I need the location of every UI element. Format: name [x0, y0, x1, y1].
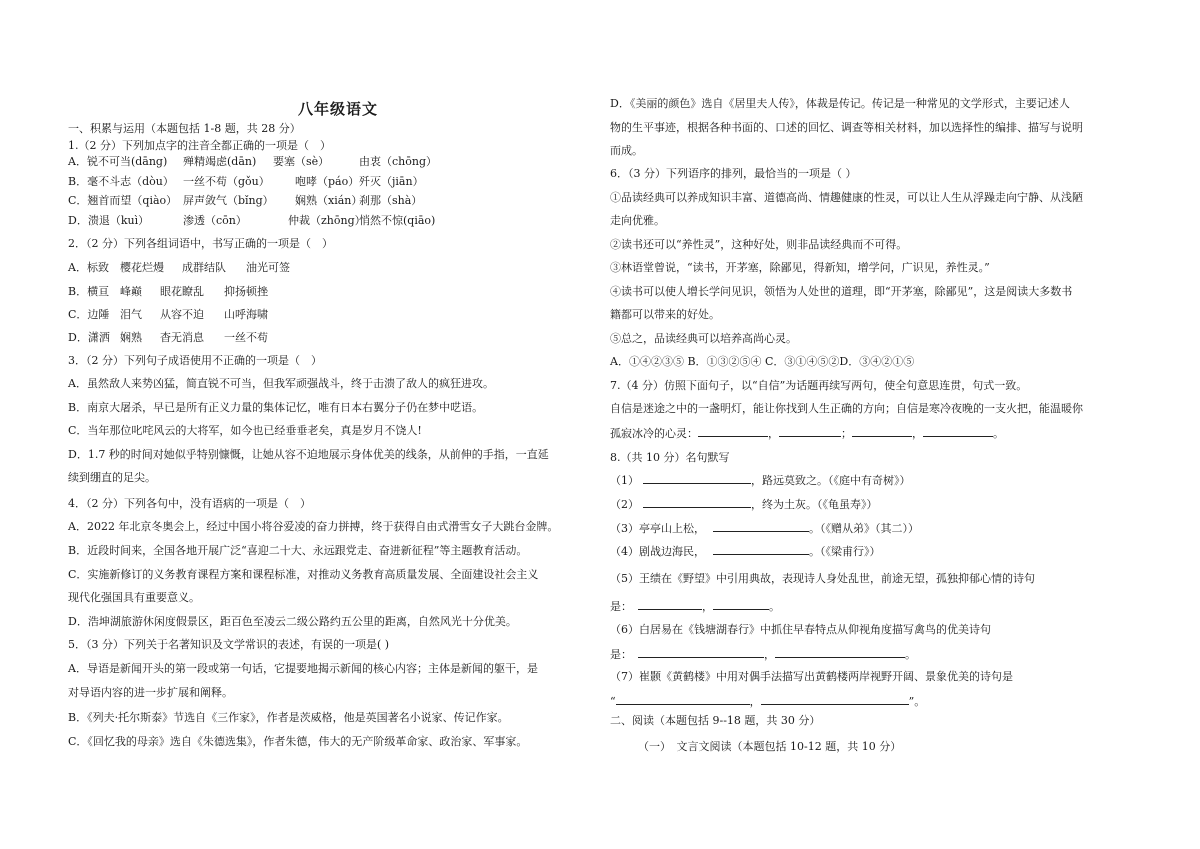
- question-3-option-d-cont: 续到绷直的足尖。: [68, 471, 156, 484]
- question-6-sentence-4-cont: 籍都可以带来的好处。: [610, 308, 720, 321]
- answer-blank[interactable]: [638, 646, 764, 658]
- option-part: A．标致: [68, 261, 109, 274]
- option-part: 由衷（chōng）: [359, 155, 437, 168]
- question-1-option-d: [68, 213, 435, 229]
- option-part: B．横亘: [68, 285, 110, 298]
- option-part: 屏声敛气（bǐng）: [183, 194, 274, 207]
- section-heading: 二、阅读（本题包括 9--18 题，共 30 分）: [610, 714, 821, 727]
- question-6-sentence-1-cont: 走向优雅。: [610, 214, 665, 227]
- section-heading: 一、积累与运用（本题包括 1-8 题，共 28 分）: [68, 122, 301, 135]
- answer-blank[interactable]: [713, 543, 809, 555]
- question-8-item-5: （5）王绩在《野望》中引用典故，表现诗人身处乱世，前途无望，孤独抑郁心情的诗句: [610, 572, 1035, 585]
- option-part: 一丝不苟: [224, 331, 268, 344]
- option-part: 刹那（shà）: [359, 194, 423, 207]
- option-part: D．溃退（kuì）: [68, 214, 150, 227]
- question-2-option-d: [68, 330, 268, 346]
- answer-blank[interactable]: [643, 496, 751, 508]
- answer-blank[interactable]: [616, 693, 750, 705]
- item-source: ，路远莫致之。（《庭中有奇树》）: [751, 474, 911, 487]
- item-label: （2）: [610, 498, 639, 511]
- question-2-option-c: [68, 307, 268, 323]
- question-3-option-c: C．当年那位叱咤风云的大将军，如今也已经垂垂老矣，真是岁月不饶人!: [68, 424, 422, 437]
- question-6-sentence-2: ②读书还可以“养性灵”，这种好处，则非品读经典而不可得。: [610, 238, 908, 251]
- option-part: 咆哮（páo）: [295, 175, 360, 188]
- answer-blank[interactable]: [761, 693, 909, 705]
- item-label: （3）亭亭山上松，: [610, 522, 705, 535]
- option-part: D．潇洒: [68, 331, 110, 344]
- answer-prefix: 是：: [610, 648, 632, 661]
- question-3-option-b: B．南京大屠杀，早已是所有正义力量的集体记忆，唯有日本右翼分子仍在梦中呓语。: [68, 401, 484, 414]
- question-7-stem: 7.（4 分）仿照下面句子，以“自信”为话题再续写两句，使全句意思连贯，句式一致。: [610, 379, 1028, 392]
- option-part: 樱花烂熳: [120, 261, 164, 274]
- question-5-option-d-cont: 物的生平事迹，根据各种书面的、口述的回忆、调查等相关材料，加以选择性的编排、描写与说明: [610, 121, 1083, 134]
- question-3-stem: 3．（2 分）下列句子成语使用不正确的一项是（ ）: [68, 354, 322, 367]
- question-1-stem: 1.（2 分）下列加点字的注音全都正确的一项是（ ）: [68, 139, 331, 152]
- question-4-option-d: D．浩坤湖旅游休闲度假景区，距百色至凌云二级公路约五公里的距离，自然风光十分优美。: [68, 615, 517, 628]
- item-label: （4）剧战边海民，: [610, 545, 705, 558]
- answer-blank[interactable]: [852, 425, 912, 437]
- question-5-option-a-cont: 对导语内容的进一步扩展和阐释。: [68, 686, 233, 699]
- page-title: 八年级语文: [298, 100, 379, 118]
- option-part: 娴熟: [120, 331, 142, 344]
- option-part: 要塞（sè）: [273, 155, 330, 168]
- answer-blank[interactable]: [643, 472, 751, 484]
- question-6-sentence-5: ⑤总之，品读经典可以培养高尚心灵。: [610, 332, 797, 345]
- option-part: C．翘首而望（qiào）: [68, 194, 178, 207]
- question-6-stem: 6．（3 分）下列语序的排列，最恰当的一项是（ ）: [610, 167, 857, 180]
- option-part: 渗透（cōn）: [183, 214, 247, 227]
- question-6-sentence-1: ①品读经典可以养成知识丰富、道德高尚、情趣健康的性灵，可以让人生从浮躁走向宁静、从浅陋: [610, 191, 1083, 204]
- question-5-option-d-cont: 而成。: [610, 144, 643, 157]
- question-6-options: A．①④②③⑤ B．①③②⑤④ C．③①④⑤②D．③④②①⑤: [610, 355, 915, 368]
- answer-blank[interactable]: [779, 425, 841, 437]
- question-3-option-d: D．1.7 秒的时间对她似乎特别慷慨，让她从容不迫地展示身体优美的线条，从前伸的手指，一直延: [68, 448, 549, 461]
- option-part: 峰巅: [120, 285, 142, 298]
- option-part: 仲裁（zhōng）: [288, 214, 366, 227]
- answer-blank[interactable]: [923, 425, 993, 437]
- option-part: 娴熟（xián）: [295, 194, 363, 207]
- answer-blank[interactable]: [638, 598, 702, 610]
- question-6-sentence-3: ③林语堂曾说，“读书，开茅塞，除鄙见，得新知，增学问，广识见，养性灵。”: [610, 261, 990, 274]
- question-5-option-d: D．《美丽的颜色》选自《居里夫人传》，体裁是传记。传记是一种常见的文学形式，主要记述人: [610, 97, 1070, 110]
- answer-prefix: 孤寂冰冷的心灵：: [610, 427, 698, 440]
- option-part: 成群结队: [182, 261, 226, 274]
- question-8-item-7: （7）崔颢《黄鹤楼》中用对偶手法描写出黄鹤楼两岸视野开阔、景象优美的诗句是: [610, 670, 1013, 683]
- item-source: ，终为土灰。（《龟虽寿》）: [751, 498, 878, 511]
- answer-prefix: 是：: [610, 600, 632, 613]
- question-8-item-4: [610, 543, 881, 560]
- option-part: B．毫不斗志（dòu）: [68, 175, 174, 188]
- question-8-item-5-answer: 是： ， 。: [610, 600, 780, 613]
- answer-blank[interactable]: [775, 646, 905, 658]
- item-label: （1）: [610, 474, 639, 487]
- answer-blank[interactable]: [713, 598, 769, 610]
- option-part: 眼花瞭乱: [160, 285, 204, 298]
- question-5-option-b: B．《列夫·托尔斯泰》节选自《三作家》，作者是茨威格，他是英国著名小说家、传记作家。: [68, 711, 509, 724]
- question-4-option-b: B．近段时间来，全国各地开展广泛“喜迎二十大、永远跟党走、奋进新征程”等主题教育活动。: [68, 544, 528, 557]
- question-8-item-1: [610, 472, 911, 489]
- question-8-item-6-answer: 是： ， 。: [610, 648, 916, 661]
- question-5-option-a: A．导语是新闻开头的第一段或第一句话，它提要地揭示新闻的核心内容；主体是新闻的躯干，是: [68, 662, 538, 675]
- option-part: 殚精竭虑(dān): [183, 155, 257, 168]
- option-part: 悄然不惊(qiāo): [359, 214, 436, 227]
- subsection-heading: （一） 文言文阅读（本题包括 10-12 题，共 10 分）: [638, 740, 902, 753]
- question-6-sentence-4: ④读书可以使人增长学问见识，领悟为人处世的道理，即“开茅塞，除鄙见”，这是阅读大多数书: [610, 285, 1073, 298]
- option-part: 杳无消息: [160, 331, 204, 344]
- question-1-option-a: [68, 154, 437, 170]
- question-5-stem: 5．（3 分）下列关于名著知识及文学常识的表述，有误的一项是( ): [68, 638, 390, 651]
- question-8-item-2: [610, 496, 878, 513]
- item-source: 。（《赠从弟》（其二））: [809, 522, 919, 535]
- question-8-item-3: [610, 520, 919, 537]
- question-1-option-c: [68, 193, 422, 209]
- option-part: 歼灭（jiān）: [359, 175, 424, 188]
- option-part: 从容不迫: [160, 308, 204, 321]
- answer-blank[interactable]: [698, 425, 768, 437]
- question-4-option-a: A．2022 年北京冬奥会上，经过中国小将谷爱凌的奋力拼搏，终于获得自由式滑雪女子大跳台金牌。: [68, 520, 559, 533]
- question-1-option-b: [68, 174, 424, 190]
- question-4-option-c-cont: 现代化强国具有重要意义。: [68, 591, 200, 604]
- option-part: 油光可签: [246, 261, 290, 274]
- question-2-stem: 2．（2 分）下列各组词语中，书写正确的一项是（ ）: [68, 237, 333, 250]
- question-7-example: 自信是迷途之中的一盏明灯，能让你找到人生正确的方向；自信是寒冷夜晚的一支火把，能温暖你: [610, 402, 1083, 415]
- question-5-option-c: C．《回忆我的母亲》选自《朱德选集》，作者朱德，伟大的无产阶级革命家、政治家、军事家。: [68, 735, 528, 748]
- question-4-stem: 4．（2 分）下列各句中，没有语病的一项是（ ）: [68, 497, 311, 510]
- option-part: 抑扬顿挫: [224, 285, 268, 298]
- answer-blank[interactable]: [713, 520, 809, 532]
- question-8-item-6: （6）白居易在《钱塘湖春行》中抓住早春特点从仰视角度描写禽鸟的优美诗句: [610, 623, 991, 636]
- item-source: 。（《梁甫行》）: [809, 545, 881, 558]
- question-2-option-b: [68, 284, 268, 300]
- question-4-option-c: C．实施新修订的义务教育课程方案和课程标准，对推动义务教育高质量发展、全面建设社会主义: [68, 568, 539, 581]
- question-2-option-a: [68, 260, 290, 276]
- option-part: 山呼海啸: [224, 308, 268, 321]
- question-8-item-7-answer: “ ， ”。: [610, 695, 926, 708]
- question-3-option-a: A．虽然敌人来势凶猛，简直锐不可当，但我军顽强战斗，终于击溃了敌人的疯狂进攻。: [68, 377, 494, 390]
- option-part: A．锐不可当(dāng): [68, 155, 168, 168]
- question-8-stem: 8.（共 10 分）名句默写: [610, 451, 730, 464]
- question-7-answer-line: 孤寂冰冷的心灵： ， ； ， 。: [610, 427, 1004, 440]
- option-part: 泪气: [120, 308, 142, 321]
- option-part: C．边陲: [68, 308, 110, 321]
- option-part: 一丝不苟（gǒu）: [183, 175, 270, 188]
